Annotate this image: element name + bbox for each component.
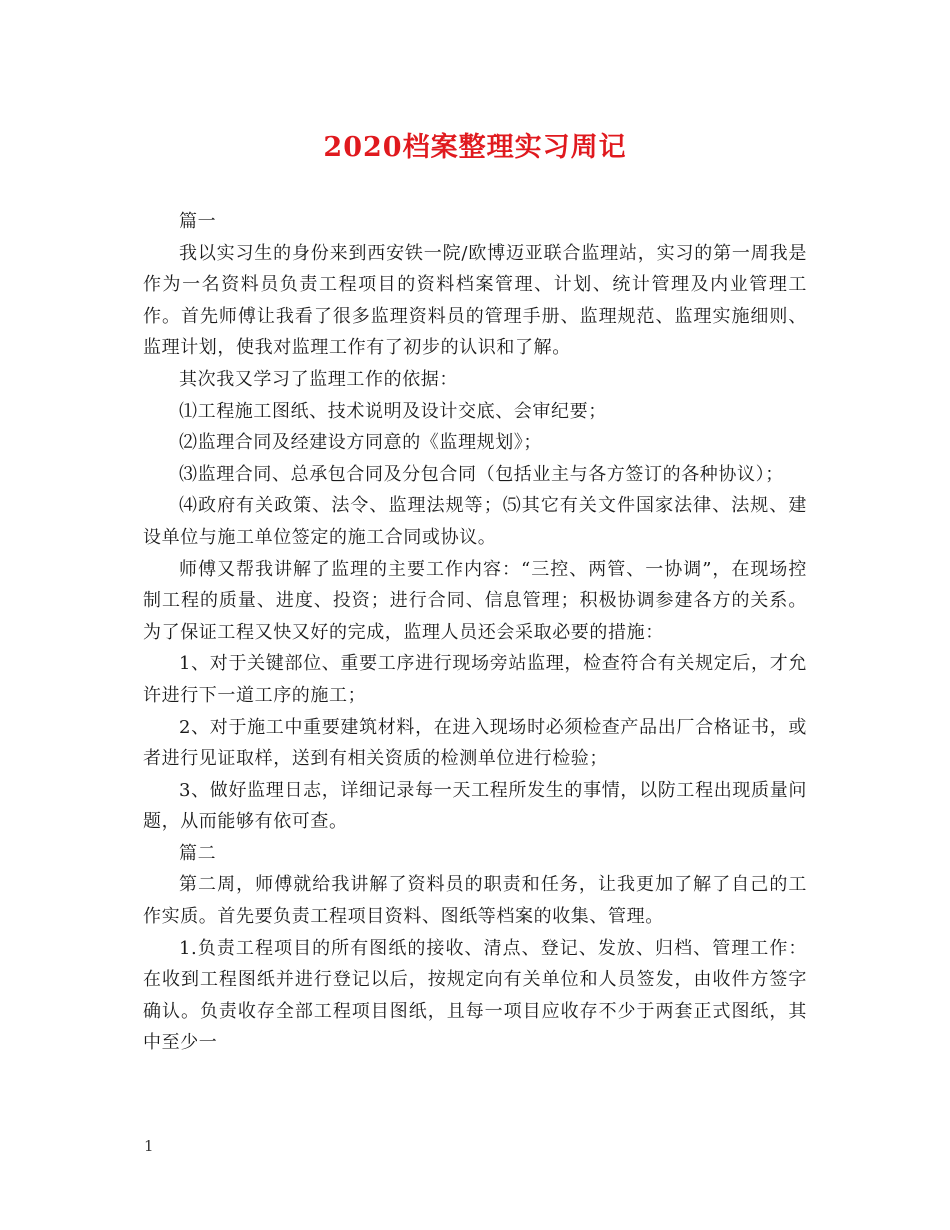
paragraph: 1、对于关键部位、重要工序进行现场旁站监理，检查符合有关规定后，才允许进行下一道工序的施工；	[143, 653, 807, 706]
page-number: 1	[144, 1137, 154, 1155]
paragraph: ⑴工程施工图纸、技术说明及设计交底、会审纪要；	[179, 400, 607, 422]
paragraph: 其次我又学习了监理工作的依据：	[179, 368, 458, 390]
paragraph: ⑶监理合同、总承包合同及分包合同（包括业主与各方签订的各种协议）；	[179, 463, 784, 485]
paragraph: 第二周，师傅就给我讲解了资料员的职责和任务，让我更加了解了自己的工作实质。首先要负责工程项目资料、图纸等档案的收集、管理。	[143, 874, 807, 928]
paragraph: 师傅又帮我讲解了监理的主要工作内容：“三控、两管、一协调”，在现场控制工程的质量、进度、投资；进行合同、信息管理；积极协调参建各方的关系。为了保证工程又快又好的完成，监理人员还会采取必要的措施：	[143, 558, 807, 643]
paragraph: ⑷政府有关政策、法令、监理法规等；⑸其它有关文件国家法律、法规、建设单位与施工单位签定的施工合同或协议。	[143, 495, 807, 548]
paragraph: 我以实习生的身份来到西安铁一院/欧博迈亚联合监理站，实习的第一周我是作为一名资料员负责工程项目的资料档案管理、计划、统计管理及内业管理工作。首先师傅让我看了很多监理资料员的管理手册、监理规范、监理实施细则、监理计划，使我对监理工作有了初步的认识和了解。	[143, 242, 807, 359]
paragraph: 1.负责工程项目的所有图纸的接收、清点、登记、发放、归档、管理工作：在收到工程图纸并进行登记以后，按规定向有关单位和人员签发，由收件方签字确认。负责收存全部工程项目图纸，且每一项目应收存不少于两套正式图纸，其中至少一	[143, 937, 807, 1054]
paragraph: 3、做好监理日志，详细记录每一天工程所发生的事情，以防工程出现质量问题，从而能够有依可查。	[143, 779, 807, 833]
paragraph: 篇一	[179, 211, 217, 232]
document-body	[143, 206, 807, 1059]
paragraph: 2、对于施工中重要建筑材料，在进入现场时必须检查产品出厂合格证书，或者进行见证取样，送到有相关资质的检测单位进行检验；	[143, 716, 807, 770]
paragraph: 篇二	[179, 842, 217, 864]
document-title: 2020档案整理实习周记	[323, 132, 627, 163]
paragraph: ⑵监理合同及经建设方同意的《监理规划》；	[179, 432, 542, 454]
